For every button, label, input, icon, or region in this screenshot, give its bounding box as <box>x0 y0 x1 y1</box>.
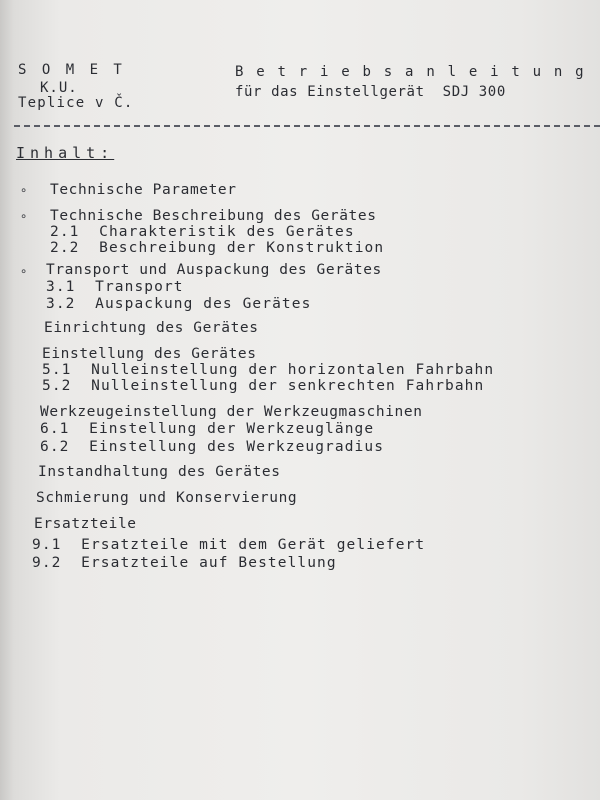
toc-entry: Technische Beschreibung des Gerätes <box>50 208 377 224</box>
contents-heading: Inhalt: <box>16 144 115 162</box>
document-subtitle: für das Einstellgerät SDJ 300 <box>235 84 506 100</box>
toc-subentry: 5.1 Nulleinstellung der horizontalen Fahrbahn <box>42 362 495 378</box>
company-legal-form: K.U. <box>40 80 78 96</box>
toc-subentry: 2.2 Beschreibung der Konstruktion <box>50 240 385 256</box>
toc-entry: Werkzeugeinstellung der Werkzeugmaschinen <box>40 404 423 420</box>
toc-subentry: 6.1 Einstellung der Werkzeuglänge <box>40 421 375 437</box>
bullet-icon: ∘ <box>20 183 28 197</box>
company-name: S O M E T <box>18 62 126 78</box>
toc-entry: Einstellung des Gerätes <box>42 346 257 362</box>
toc-entry: Einrichtung des Gerätes <box>44 320 259 336</box>
toc-subentry: 3.1 Transport <box>46 279 184 295</box>
toc-subentry: 9.2 Ersatzteile auf Bestellung <box>32 555 337 571</box>
bullet-icon: ∘ <box>20 264 28 278</box>
toc-entry: Schmierung und Konservierung <box>36 490 298 506</box>
toc-subentry: 5.2 Nulleinstellung der senkrechten Fahrbahn <box>42 378 485 394</box>
toc-entry: Instandhaltung des Gerätes <box>38 464 281 480</box>
toc-subentry: 9.1 Ersatzteile mit dem Gerät geliefert <box>32 537 426 553</box>
toc-subentry: 3.2 Auspackung des Gerätes <box>46 296 312 312</box>
toc-subentry: 6.2 Einstellung des Werkzeugradius <box>40 439 385 455</box>
company-location: Teplice v Č. <box>18 95 134 111</box>
document-title: B e t r i e b s a n l e i t u n g <box>235 64 586 80</box>
header-separator-line <box>14 125 600 127</box>
toc-entry: Transport und Auspackung des Gerätes <box>46 262 382 278</box>
toc-entry: Ersatzteile <box>34 516 137 532</box>
toc-entry: Technische Parameter <box>50 182 237 198</box>
toc-subentry: 2.1 Charakteristik des Gerätes <box>50 224 355 240</box>
bullet-icon: ∘ <box>20 209 28 223</box>
